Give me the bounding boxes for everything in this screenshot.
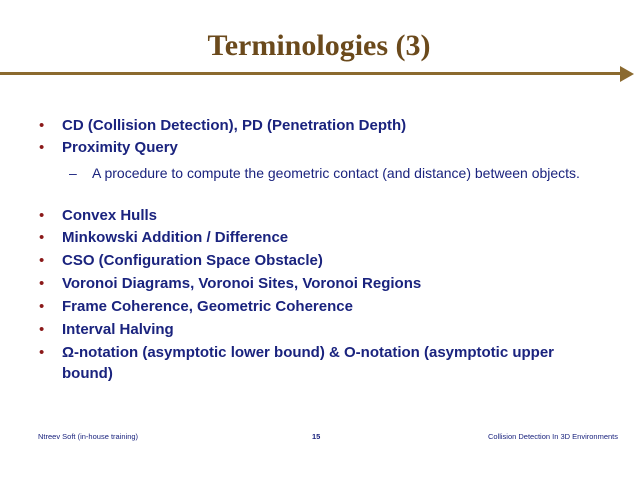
- bullet-dot: •: [39, 117, 45, 134]
- bullet-dot: •: [39, 298, 45, 315]
- page-number: 15: [312, 432, 321, 441]
- title-rule-line: [0, 72, 622, 75]
- bullet-dot: •: [39, 344, 45, 361]
- footer-right: Collision Detection In 3D Environments: [487, 432, 618, 441]
- bullet-dot: •: [39, 252, 45, 269]
- footer-left: Ntreev Soft (in-house training): [38, 432, 139, 441]
- bullet-dot: •: [39, 139, 45, 156]
- bullet-dot: •: [39, 207, 45, 224]
- sub-bullet-dash: –: [69, 165, 77, 181]
- title-rule: [0, 66, 622, 82]
- bullet-text: Proximity Query: [62, 139, 178, 156]
- bullet-text: CSO (Configuration Space Obstacle): [62, 252, 323, 269]
- bullet-text: Interval Halving: [62, 321, 174, 338]
- bullet-text: Frame Coherence, Geometric Coherence: [62, 298, 353, 315]
- bullet-text: CD (Collision Detection), PD (Penetration Depth): [62, 117, 407, 134]
- sub-bullet-text: A procedure to compute the geometric contact (and distance) between objects.: [92, 165, 580, 181]
- bullet-dot: •: [39, 229, 45, 246]
- bullet-text: Minkowski Addition / Difference: [62, 229, 289, 246]
- bullet-dot: •: [39, 275, 45, 292]
- bullet-text: Voronoi Diagrams, Voronoi Sites, Voronoi Regions: [62, 275, 422, 292]
- bullet-text: Ω-notation (asymptotic lower bound) & O-notation (asymptotic upper bound): [62, 344, 555, 382]
- bullet-dot: •: [39, 321, 45, 338]
- arrow-right-icon: [620, 66, 634, 82]
- bullet-text: Convex Hulls: [62, 207, 158, 224]
- slide-title: Terminologies (3): [207, 29, 431, 62]
